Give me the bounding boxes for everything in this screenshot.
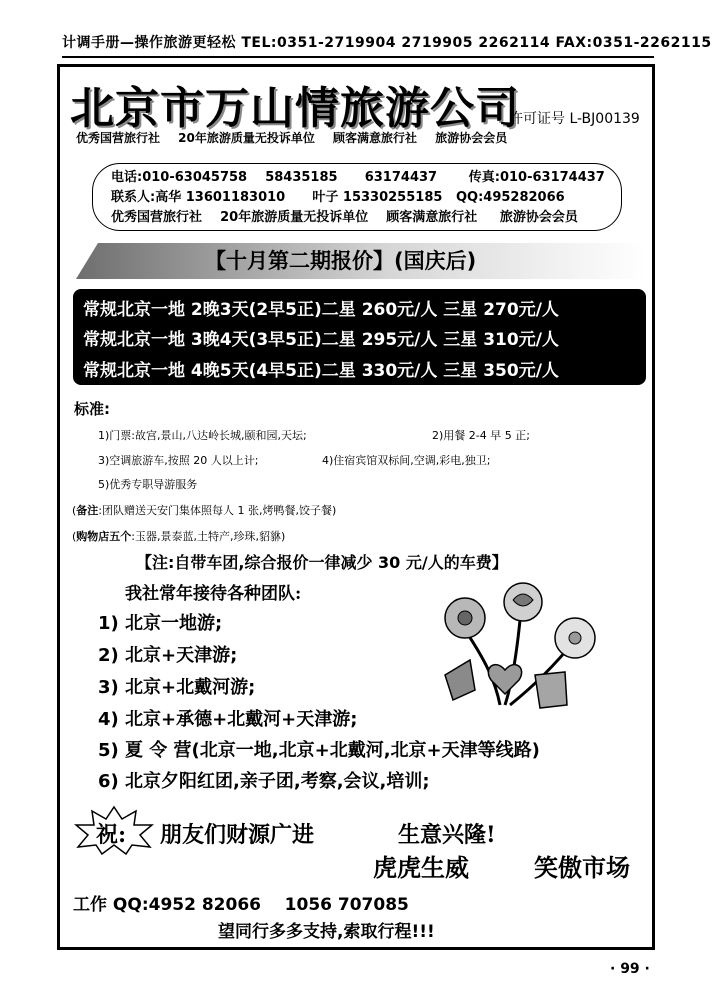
shops-note: (购物店五个:玉器,景泰蓝,土特产,珍珠,貂貅) [72,530,286,543]
contact-awards-line: 优秀国营旅行社 20年旅游质量无投诉单位 顾客满意旅行社 旅游协会会员 [111,210,578,225]
price-row: 常规北京一地 2晚3天(2早5正)二星 260元/人 三星 270元/人 [83,300,559,320]
blessing-label: 祝: [96,822,127,848]
license-number: 许可证号 L-BJ00139 [509,111,640,127]
price-row: 常规北京一地 4晚5天(4早5正)二星 330元/人 三星 350元/人 [83,361,559,381]
blessing-line: 生意兴隆! [398,822,496,848]
shops-label: 购物店五个 [76,530,132,543]
tour-item: 5) 夏 令 营(北京一地,北京+北戴河,北京+天津等线路) [98,740,540,761]
contact-person-line: 联系人:高华 13601183010 叶子 15330255185 QQ:495282066 [111,190,565,205]
flower-top-icon [504,583,542,621]
heart-icon [488,665,521,694]
blessing-line: 笑傲市场 [534,853,630,882]
standard-item: 1)门票:故宫,景山,八达岭长城,颐和园,天坛; [98,429,307,442]
leaf-right-icon [535,672,567,708]
blessing-line: 朋友们财源广进 [160,822,315,848]
discount-note: 【注:自带车团,综合报价一律减少 30 元/人的车费】 [136,553,508,572]
page-number: · 99 · [610,961,650,977]
standards-title: 标准: [74,400,110,418]
contact-phone-line: 电话:010-63045758 58435185 63174437 传真:010-63174437 [111,170,605,185]
flower-illustration [425,580,625,720]
awards-line: 优秀国营旅行社 20年旅游质量无投诉单位 顾客满意旅行社 旅游协会会员 [76,131,508,145]
welcome-heading: 我社常年接待各种团队: [125,584,302,604]
flower-left-icon [445,598,485,638]
support-line: 望同行多多支持,索取行程!!! [218,922,435,942]
leaf-left-icon [445,660,475,700]
blessing-line: 虎虎生威 [373,853,469,882]
tour-item: 6) 北京夕阳红团,亲子团,考察,会议,培训; [98,771,430,792]
price-table [73,289,646,385]
contact-box [92,163,622,231]
standard-item: 3)空调旅游车,按照 20 人以上计; [98,454,259,467]
shops-text: :玉器,景泰蓝,土特产,珍珠,貂貅) [131,530,286,543]
work-qq: 工作 QQ:4952 82066 1056 707085 [73,895,409,915]
tour-item: 4) 北京+承德+北戴河+天津游; [98,709,358,730]
remark-text: :团队赠送天安门集体照每人 1 张,烤鸭餐,饺子餐) [98,504,337,517]
tour-item: 2) 北京+天津游; [98,645,238,666]
standard-item: 2)用餐 2-4 早 5 正; [432,429,530,442]
price-row: 常规北京一地 3晚4天(3早5正)二星 295元/人 三星 310元/人 [83,330,559,350]
remark-label: 备注 [76,504,99,517]
remark-note: (备注:团队赠送天安门集体照每人 1 张,烤鸭餐,饺子餐) [72,504,337,517]
tour-item: 1) 北京一地游; [98,613,223,634]
running-header: 计调手册—操作旅游更轻松 TEL:0351-2719904 2719905 2262114 FAX:0351-2262115 [62,32,654,58]
price-banner-title: 【十月第二期报价】(国庆后) [205,249,477,273]
standard-item: 5)优秀专职导游服务 [98,478,198,491]
tour-item: 3) 北京+北戴河游; [98,677,256,698]
company-name: 北京市万山情旅游公司 [70,83,520,134]
standard-item: 4)住宿宾馆双标间,空调,彩电,独卫; [322,454,491,467]
flower-right-icon [555,618,595,658]
